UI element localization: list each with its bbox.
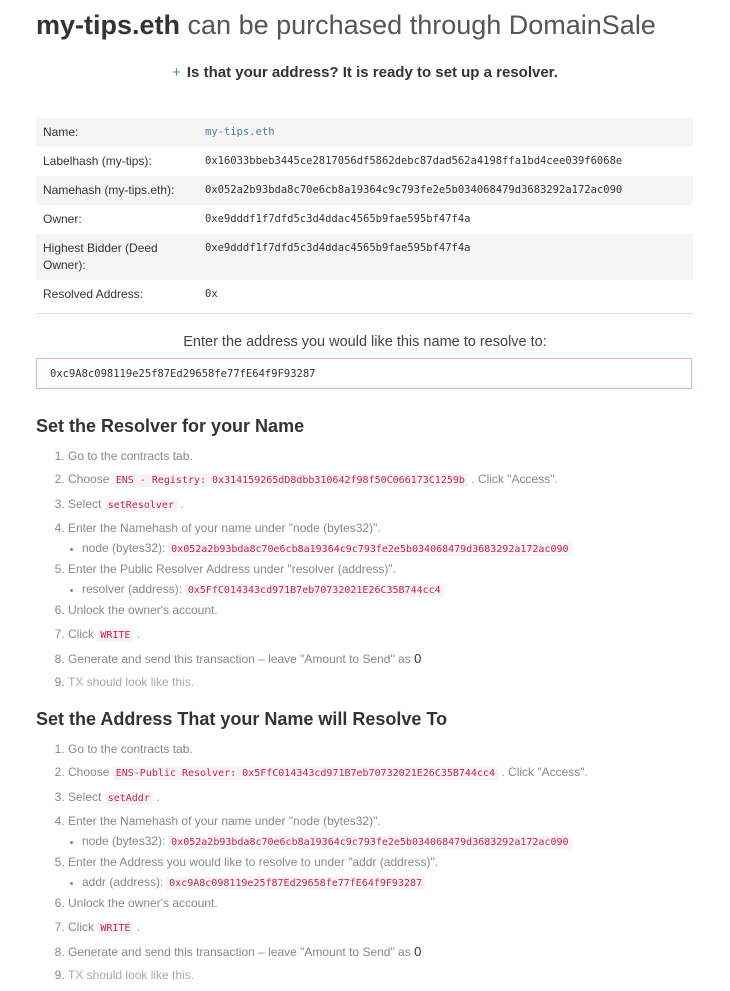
labelhash-value: 0x16033bbeb3445ce2817056df5862debc87dad562a4198ffa1bd4cee039f6068e <box>205 155 623 167</box>
list-item <box>68 468 572 492</box>
step-text: Choose <box>68 765 110 780</box>
function-code: setResolver <box>105 499 177 512</box>
info-key: Name: <box>36 118 198 147</box>
list-item <box>68 671 572 694</box>
sub-list <box>68 874 588 892</box>
name-link[interactable]: my-tips.eth <box>198 118 693 147</box>
step-text: Enter the Public Resolver Address under "resolver (address)". <box>68 562 397 577</box>
step-text: . <box>136 919 141 934</box>
resolver-toggle[interactable] <box>0 64 730 81</box>
address-prompt: Enter the address you would like this name to resolve to: <box>183 334 547 350</box>
step-text: Go to the contracts tab. <box>68 449 193 463</box>
registry-code: ENS - Registry: 0x314159265dD8dbb310642f98f50C066173C1259b <box>113 474 468 487</box>
param-label: node (bytes32): <box>82 834 166 849</box>
list-item <box>68 810 588 851</box>
namehash-code: 0x052a2b93bda8c70e6cb8a19364c9c793fe2e5b034068479d3683292a172ac090 <box>168 836 571 849</box>
step-text: Generate and send this transaction – leave "Amount to Send" as <box>68 652 411 667</box>
tx-example-link[interactable]: TX should look like this. <box>68 675 195 690</box>
list-item <box>82 874 588 892</box>
step-text: . <box>136 626 141 641</box>
write-code: WRITE <box>97 629 133 642</box>
step-text: Unlock the owner's account. <box>68 603 218 618</box>
sub-list <box>68 540 572 558</box>
param-label: resolver (address): <box>82 582 183 597</box>
list-item <box>68 761 588 785</box>
sub-list <box>68 581 572 599</box>
list-item <box>68 851 588 892</box>
list-item <box>68 493 572 517</box>
section-title-set-resolver: Set the Resolver for your Name <box>36 416 305 436</box>
table-row <box>36 205 693 234</box>
step-text: Click <box>68 626 94 641</box>
info-key: Labelhash (my-tips): <box>43 154 152 168</box>
table-row <box>36 147 693 176</box>
list-item <box>68 647 572 671</box>
owner-value: 0xe9dddf1f7dfd5c3d4ddac4565b9fae595bf47f4a <box>205 213 471 225</box>
step-text: Go to the contracts tab. <box>68 742 193 756</box>
list-item <box>68 599 572 622</box>
param-label: addr (address): <box>82 875 164 890</box>
set-resolver-steps <box>50 445 572 695</box>
table-row <box>36 118 693 147</box>
step-text: Click <box>68 919 94 934</box>
list-item <box>68 940 588 964</box>
sub-list <box>68 833 588 851</box>
set-address-steps <box>50 738 588 988</box>
amount-zero: 0 <box>414 651 422 667</box>
namehash-value: 0x052a2b93bda8c70e6cb8a19364c9c793fe2e5b034068479d3683292a172ac090 <box>198 176 693 205</box>
step-text: Enter the Namehash of your name under "node (bytes32)". <box>68 813 381 828</box>
resolved-address-value: 0x <box>205 288 218 300</box>
info-key: Namehash (my-tips.eth): <box>36 176 198 205</box>
resolver-note-text: Is that your address? It is ready to set up a resolver. <box>186 64 558 81</box>
list-item <box>68 786 588 810</box>
param-label: node (bytes32): <box>82 541 166 556</box>
list-item <box>68 892 588 915</box>
list-item <box>68 916 588 940</box>
list-item <box>68 738 588 761</box>
write-code: WRITE <box>97 922 133 935</box>
highest-bidder-value: 0xe9dddf1f7dfd5c3d4ddac4565b9fae595bf47f4a <box>198 234 693 280</box>
step-text: Enter the Address you would like to resolve to under "addr (address)". <box>68 855 439 870</box>
table-row <box>36 176 693 205</box>
function-code: setAddr <box>105 792 153 805</box>
step-text: . Click "Access". <box>501 765 588 780</box>
step-text: Select <box>68 496 102 511</box>
step-text: Generate and send this transaction – leave "Amount to Send" as <box>68 945 411 960</box>
plus-icon: + <box>172 64 181 81</box>
step-text: . <box>180 496 184 511</box>
domain-name: my-tips.eth <box>36 10 181 40</box>
resolve-address-input[interactable] <box>36 358 692 389</box>
page-title <box>36 10 656 41</box>
list-item <box>68 558 572 599</box>
section-title-set-address: Set the Address That your Name will Resolve To <box>36 709 448 729</box>
list-item <box>68 623 572 647</box>
list-item <box>68 445 572 468</box>
tx-example-link[interactable]: TX should look like this. <box>68 968 195 983</box>
info-key: Highest Bidder (Deed Owner): <box>36 234 198 280</box>
step-text: Select <box>68 789 102 804</box>
list-item <box>82 581 572 599</box>
step-text: . Click "Access". <box>471 472 558 487</box>
step-text: Choose <box>68 472 110 487</box>
amount-zero: 0 <box>414 944 422 960</box>
step-text: . <box>156 789 160 804</box>
public-resolver-code: ENS-Public Resolver: 0x5FfC014343cd971B7eb70732021E26C35B744cc4 <box>113 767 498 780</box>
table-row <box>36 280 693 314</box>
list-item <box>68 964 588 987</box>
list-item <box>82 540 572 558</box>
resolver-address-code: 0x5FfC014343cd971B7eb70732021E26C35B744cc4 <box>185 584 444 597</box>
addr-code: 0xc9A8c098119e25f87Ed29658fe77fE64f9F93287 <box>166 877 425 890</box>
table-row <box>36 234 693 280</box>
list-item <box>82 833 588 851</box>
domain-info-table <box>36 118 693 314</box>
info-key: Resolved Address: <box>43 287 144 301</box>
step-text: Enter the Namehash of your name under "node (bytes32)". <box>68 520 381 535</box>
namehash-code: 0x052a2b93bda8c70e6cb8a19364c9c793fe2e5b034068479d3683292a172ac090 <box>168 543 571 556</box>
title-rest: can be purchased through DomainSale <box>180 10 656 40</box>
step-text: Unlock the owner's account. <box>68 896 218 911</box>
list-item <box>68 517 572 558</box>
info-key: Owner: <box>43 212 82 226</box>
